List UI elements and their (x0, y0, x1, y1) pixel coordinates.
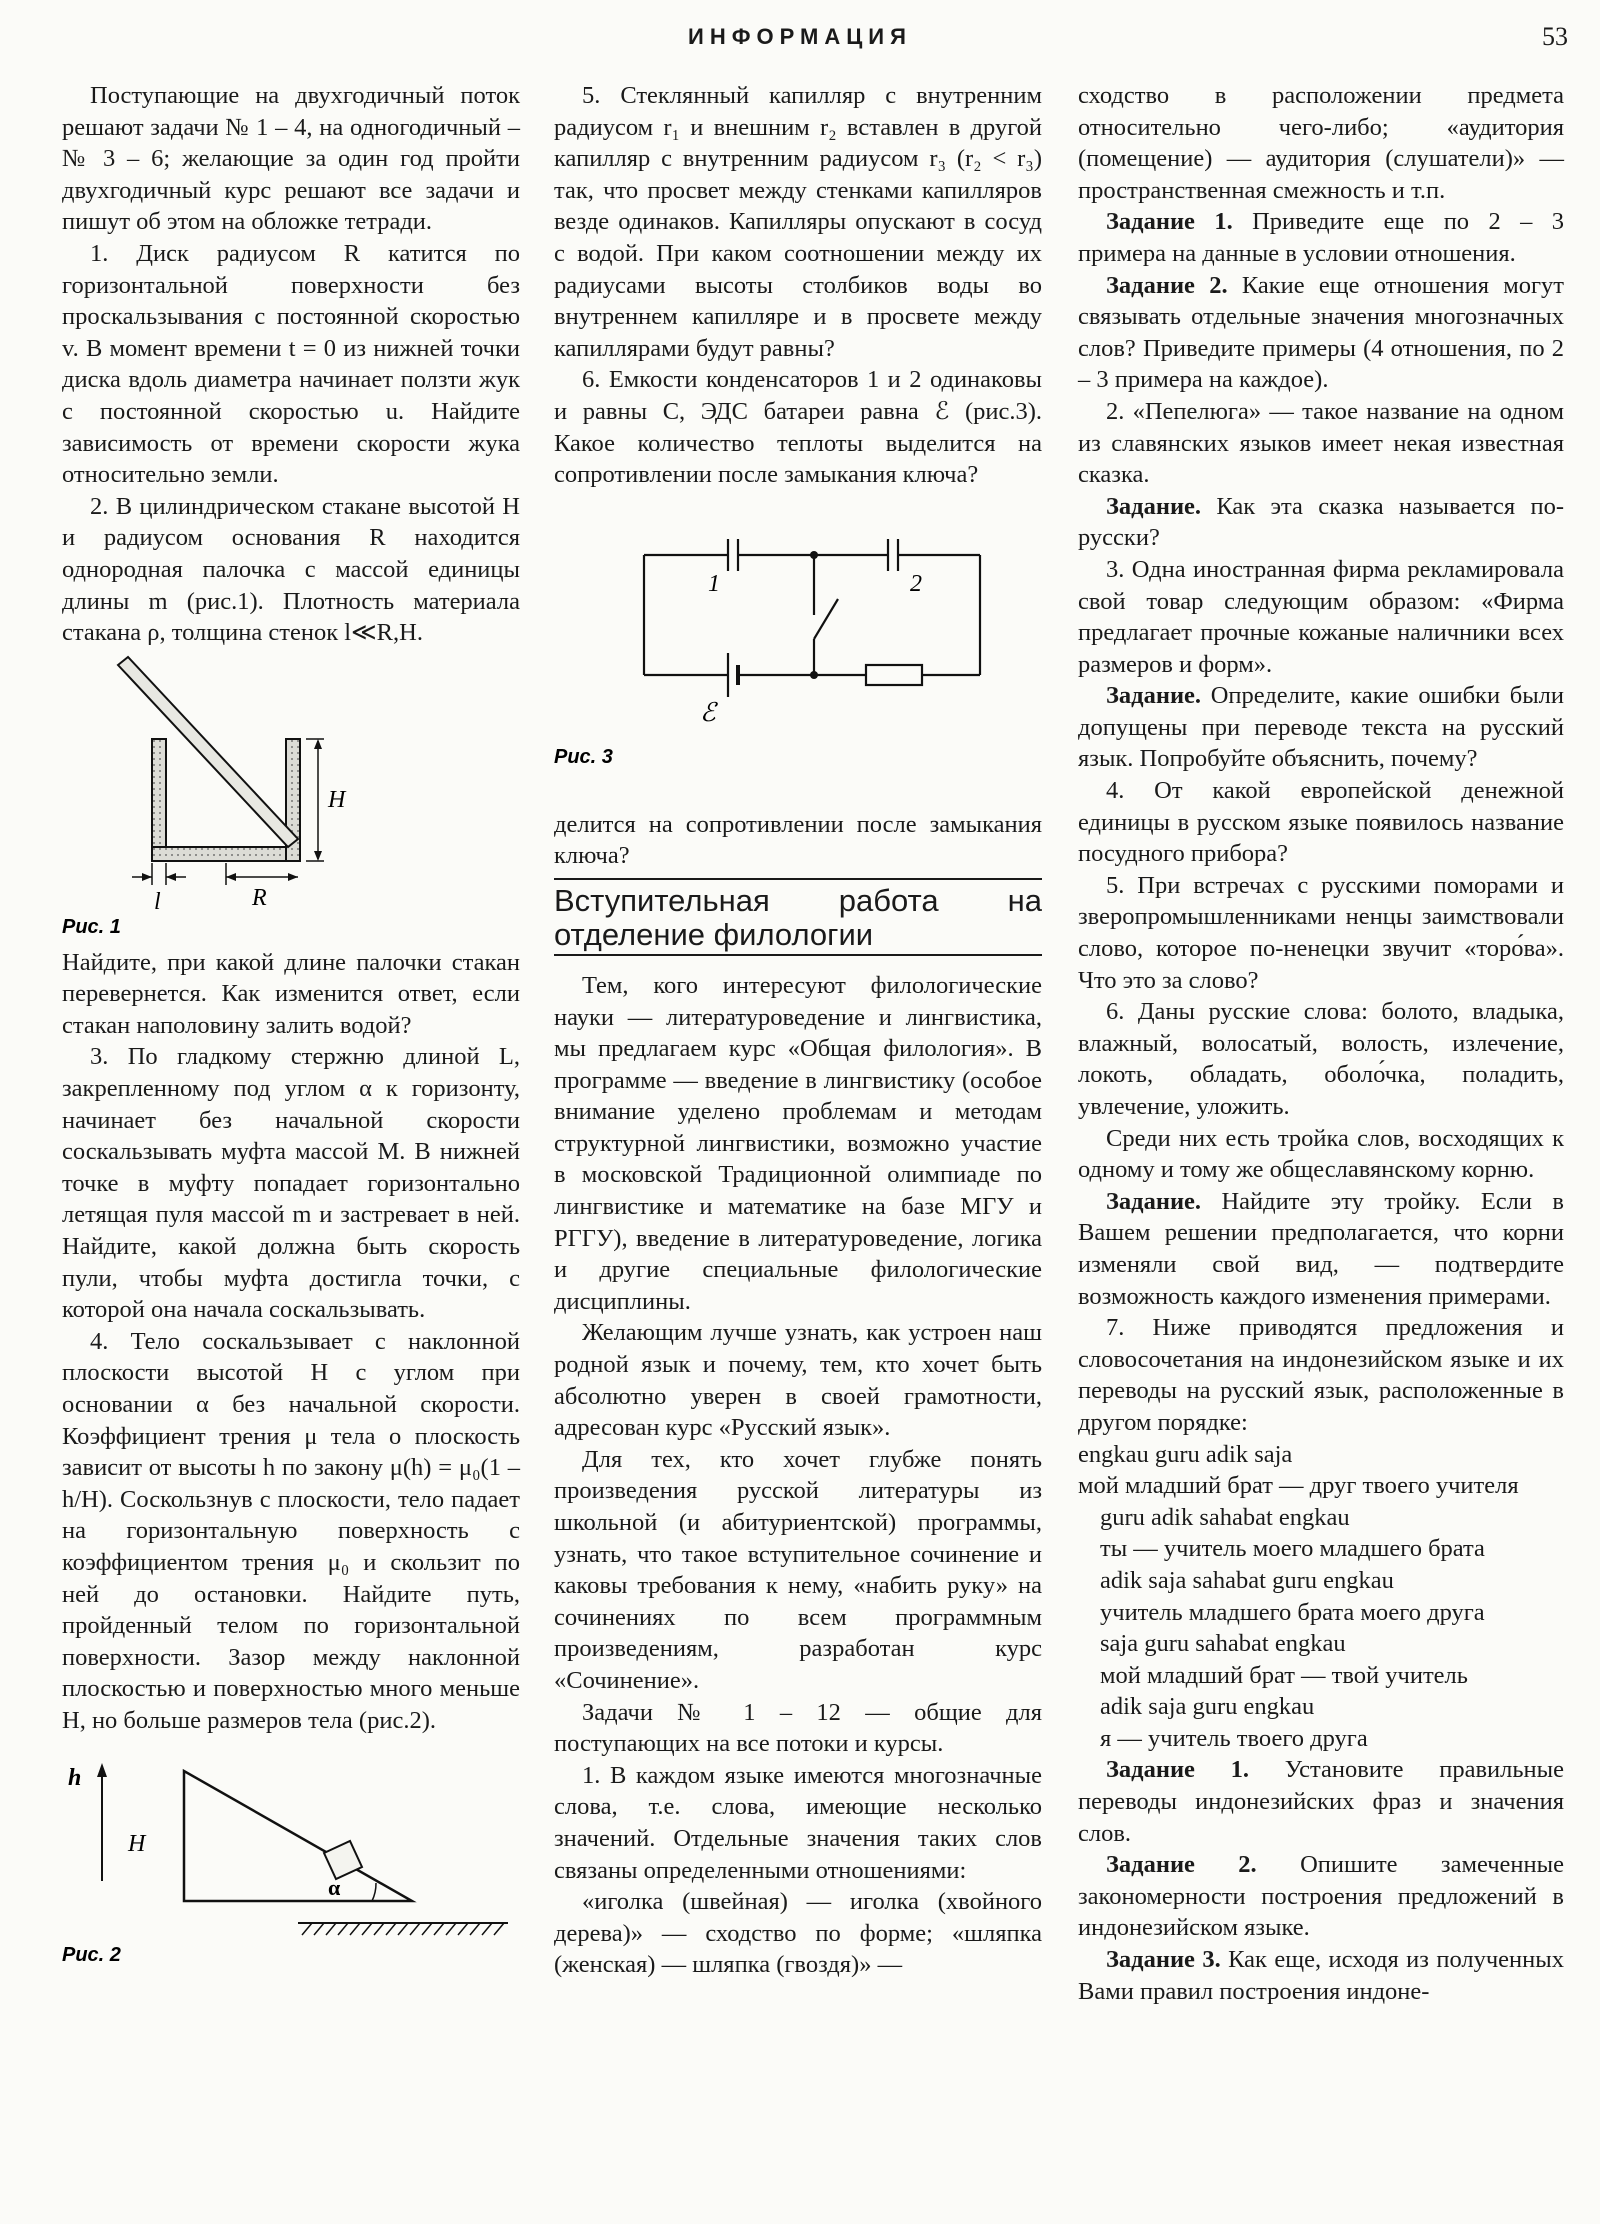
section-title-philology: Вступительная работа на отделение филологии (554, 878, 1042, 956)
example-line: adik saja sahabat guru engkau (1100, 1566, 1394, 1594)
assignment-label: Задание 2. (1106, 271, 1228, 299)
figure-3-caption: Рис. 3 (554, 745, 613, 768)
sliding-body (324, 1841, 362, 1879)
example-line: мой младший брат — друг твоего учителя (1078, 1472, 1519, 1500)
label-h: h (68, 1764, 82, 1791)
example-line: saja guru sahabat engkau (1100, 1630, 1346, 1658)
assignment-6 (1078, 1186, 1564, 1312)
label-H: H (328, 786, 346, 813)
assignment-text: Опишите замеченные закономерности построения предложений в индонезийском языке. (1078, 1851, 1564, 1942)
figure-2-incline (62, 1751, 520, 1971)
philology-task-2: 2. «Пепелюга» — такое название на одном из славянских языков имеет некая известная сказка. (1078, 397, 1564, 489)
philology-task-6-note: Среди них есть тройка слов, восходящих к одному и тому же общеславянскому корню. (1078, 1124, 1564, 1184)
page-number: 53 (1542, 22, 1568, 51)
incline-triangle (184, 1771, 412, 1901)
assignment-1-1 (1078, 206, 1564, 269)
example-line: guru adik sahabat engkau (1100, 1503, 1350, 1531)
page-header (0, 0, 1600, 72)
figure-3-circuit (554, 503, 1042, 803)
label-l: l (154, 888, 161, 915)
example-line: engkau guru adik saja (1078, 1440, 1293, 1468)
assignment-label: Задание 2. (1106, 1851, 1257, 1879)
assignment-label: Задание. (1106, 1187, 1202, 1215)
paragraph-philology-intro: Тем, кого интересуют филологические науки — литературоведение и лингвистика, мы предлагаем курс «Общая филология». В программе — введение в лингвистику (особое внимание уделено проблемам и методам структурной лингвистики, возможно участие в московской Традиционной олимпиаде по лингвистике и математике на базе МГУ и РГГУ), введение в литературоведение, логика и другие специальные филологические дисциплины. (554, 971, 1042, 1315)
label-H-incline: H (128, 1830, 146, 1857)
problem-1: 1. Диск радиусом R катится по горизонтальной поверхности без проскальзывания с постоянной скоростью v. В момент времени t = 0 из нижней точки диска вдоль диаметра начинает ползти жук с постоянной скоростью u. Найдите зависимость от времени скорости жука относительно земли. (62, 239, 520, 489)
assignment-text: Приведите еще по 2 – 3 примера на данные в условии отношения. (1078, 208, 1564, 267)
assignment-text: Найдите эту тройку. Если в Вашем решении предполагается, что корни изменяли свой вид, — подтвердите возможность каждого изменения примерами. (1078, 1187, 1564, 1310)
problem-4: 4. Тело соскальзывает с наклонной плоскости высотой H с углом при основании α без начальной скорости. Коэффициент трения μ тела о плоскость зависит от высоты h по закону μ(h) = μ₀(1 – h/H). Соскользнув с плоскости, тело падает на горизонтальную поверхность с коэффициентом трения μ₀ и скользит по ней до остановки. Найдите путь, пройденный телом по горизонтальной поверхности. Зазор между наклонной плоскостью и поверхностью много меньше H, но больше размеров тела (рис.2). (62, 1327, 520, 1734)
example-line: adik saja guru engkau (1100, 1693, 1315, 1721)
column-1 (62, 80, 520, 1971)
problem-2: 2. В цилиндрическом стакане высотой H и радиусом основания R находится однородная палочка с массой единицы длины m (рис.1). Плотность материала стакана ρ, толщина стенок l≪R,H. (62, 492, 520, 647)
assignment-7-3 (1078, 1944, 1564, 2007)
label-emf: ℰ (700, 697, 716, 727)
assignment-label: Задание. (1106, 492, 1202, 520)
column-2 (554, 80, 1042, 1981)
assignment-2 (1078, 491, 1564, 554)
assignment-text: Какие еще отношения могут связывать отдельные значения многозначных слов? Приведите примеры (4 отношения, по 2 – 3 примера на каждое). (1078, 271, 1564, 394)
problem-5: 5. Стеклянный капилляр с внутренним радиусом r₁ и внешним r₂ вставлен в другой капилляр с внутренним радиусом r₃ (r₂ < r₃) так, что просвет между стенками капилляров везде одинаков. Капилляры опускают в сосуд с водой. При каком соотношении между их радиусами высоты столбиков воды во внутреннем капилляре и в просвете между капиллярами будут равны? (554, 82, 1042, 362)
figure-1-glass (62, 649, 520, 939)
assignment-7-1 (1078, 1754, 1564, 1849)
stick-shape (118, 657, 298, 847)
label-R: R (252, 884, 267, 911)
assignment-text: Определите, какие ошибки были допущены при переводе текста на русский язык. Попробуйте объяснить, почему? (1078, 682, 1564, 773)
assignment-label: Задание 3. (1106, 1946, 1221, 1974)
assignment-label: Задание. (1106, 682, 1202, 710)
assignment-text: Как еще, исходя из полученных Вами правил построения индоне- (1078, 1946, 1564, 2005)
paragraph-intro: Поступающие на двухгодичный поток решают задачи № 1 – 4, на одногодичный – № 3 – 6; желающие за один год пройти двухгодичный курс решают все задачи и пишут об этом на обложке тетради. (62, 82, 520, 236)
paragraph-common-tasks: Задачи № 1 – 12 — общие для поступающих на все потоки и курсы. (554, 1698, 1042, 1758)
philology-task-1-continued: сходство в расположении предмета относительно чего-либо; «аудитория (помещение) — аудитория (слушатели)» — пространственная смежность и т.п. (1078, 82, 1564, 204)
assignment-3 (1078, 680, 1564, 775)
assignment-label: Задание 1. (1106, 1756, 1250, 1784)
assignment-text: Установите правильные переводы индонезийских фраз и значения слов. (1078, 1756, 1564, 1847)
problem-6: 6. Емкости конденсаторов 1 и 2 одинаковы и равны C, ЭДС батареи равна ℰ (рис.3). Какое количество теплоты выделится на сопротивлении после замыкания ключа? (554, 366, 1042, 489)
philology-task-5: 5. При встречах с русскими поморами и зверопромышленниками ненцы заимствовали слово, которое по-ненецки звучит «торо́ва». Что это за слово? (1078, 871, 1564, 994)
indonesian-examples (1078, 1439, 1564, 1755)
example-line: я — учитель твоего друга (1100, 1724, 1368, 1752)
paragraph-essay-course: Для тех, кто хочет глубже понять произведения русской литературы из школьной (и абитуриентской) программы, узнать, что такое вступительное сочинение и каковы требования к нему, «набить руку» на сочинениях по всем программным произведениям, разработан курс «Сочинение». (554, 1445, 1042, 1694)
problem-3: 3. По гладкому стержню длиной L, закрепленному под углом α к горизонту, начинает без начальной скорости соскальзывать муфта массой M. В нижней точке в муфту попадает горизонтально летящая пуля массой m и застревает в ней. Найдите, какой должна быть скорость пули, чтобы муфта достигла точки, с которой она начала соскальзывать. (62, 1043, 520, 1324)
assignment-text: Как эта сказка называется по-русски? (1078, 492, 1564, 552)
philology-task-1: 1. В каждом языке имеются многозначные слова, т.е. слова, имеющие несколько значений. Отдельные значения таких слов связаны определенными отношениями: (554, 1761, 1042, 1884)
running-title: ИНФОРМАЦИЯ (688, 24, 912, 49)
philology-task-1-examples: «иголка (швейная) — иголка (хвойного дерева)» — сходство по форме; «шляпка (женская) — шляпка (гвоздя)» — (554, 1888, 1042, 1979)
problem-2-question: Найдите, при какой длине палочки стакан перевернется. Как изменится ответ, если стакан наполовину залить водой? (62, 948, 520, 1039)
philology-task-4: 4. От какой европейской денежной единицы в русском языке появилось название посудного прибора? (1078, 777, 1564, 868)
problem-6-continued: делится на сопротивлении после замыкания ключа? (554, 810, 1042, 870)
figure-1-caption: Рис. 1 (62, 915, 121, 938)
paragraph-russian-course: Желающим лучше узнать, как устроен наш родной язык и почему, тем, кто хочет быть абсолютно уверен в своей грамотности, адресован курс «Русский язык». (554, 1319, 1042, 1442)
example-line: учитель младшего брата моего друга (1100, 1598, 1485, 1626)
assignment-label: Задание 1. (1106, 208, 1233, 236)
label-capacitor-1: 1 (708, 570, 720, 597)
example-line: мой младший брат — твой учитель (1100, 1661, 1468, 1689)
philology-task-6: 6. Даны русские слова: болото, владыка, влажный, волосатый, волость, излечение, локоть, обладать, оболо́чка, поладить, увлечение, уложить. (1078, 998, 1564, 1120)
figure-2-caption: Рис. 2 (62, 1943, 121, 1966)
example-line: ты — учитель моего младшего брата (1100, 1535, 1485, 1563)
philology-task-3: 3. Одна иностранная фирма рекламировала свой товар следующим образом: «Фирма предлагает прочные кожаные наличники всех размеров и форм». (1078, 555, 1564, 678)
label-capacitor-2: 2 (910, 570, 922, 597)
label-alpha: α (328, 1874, 341, 1900)
assignment-1-2 (1078, 270, 1564, 396)
column-3 (1078, 80, 1564, 2007)
philology-task-7: 7. Ниже приводятся предложения и словосочетания на индонезийском языке и их переводы на русский язык, расположенные в другом порядке: (1078, 1314, 1564, 1436)
assignment-7-2 (1078, 1849, 1564, 1944)
